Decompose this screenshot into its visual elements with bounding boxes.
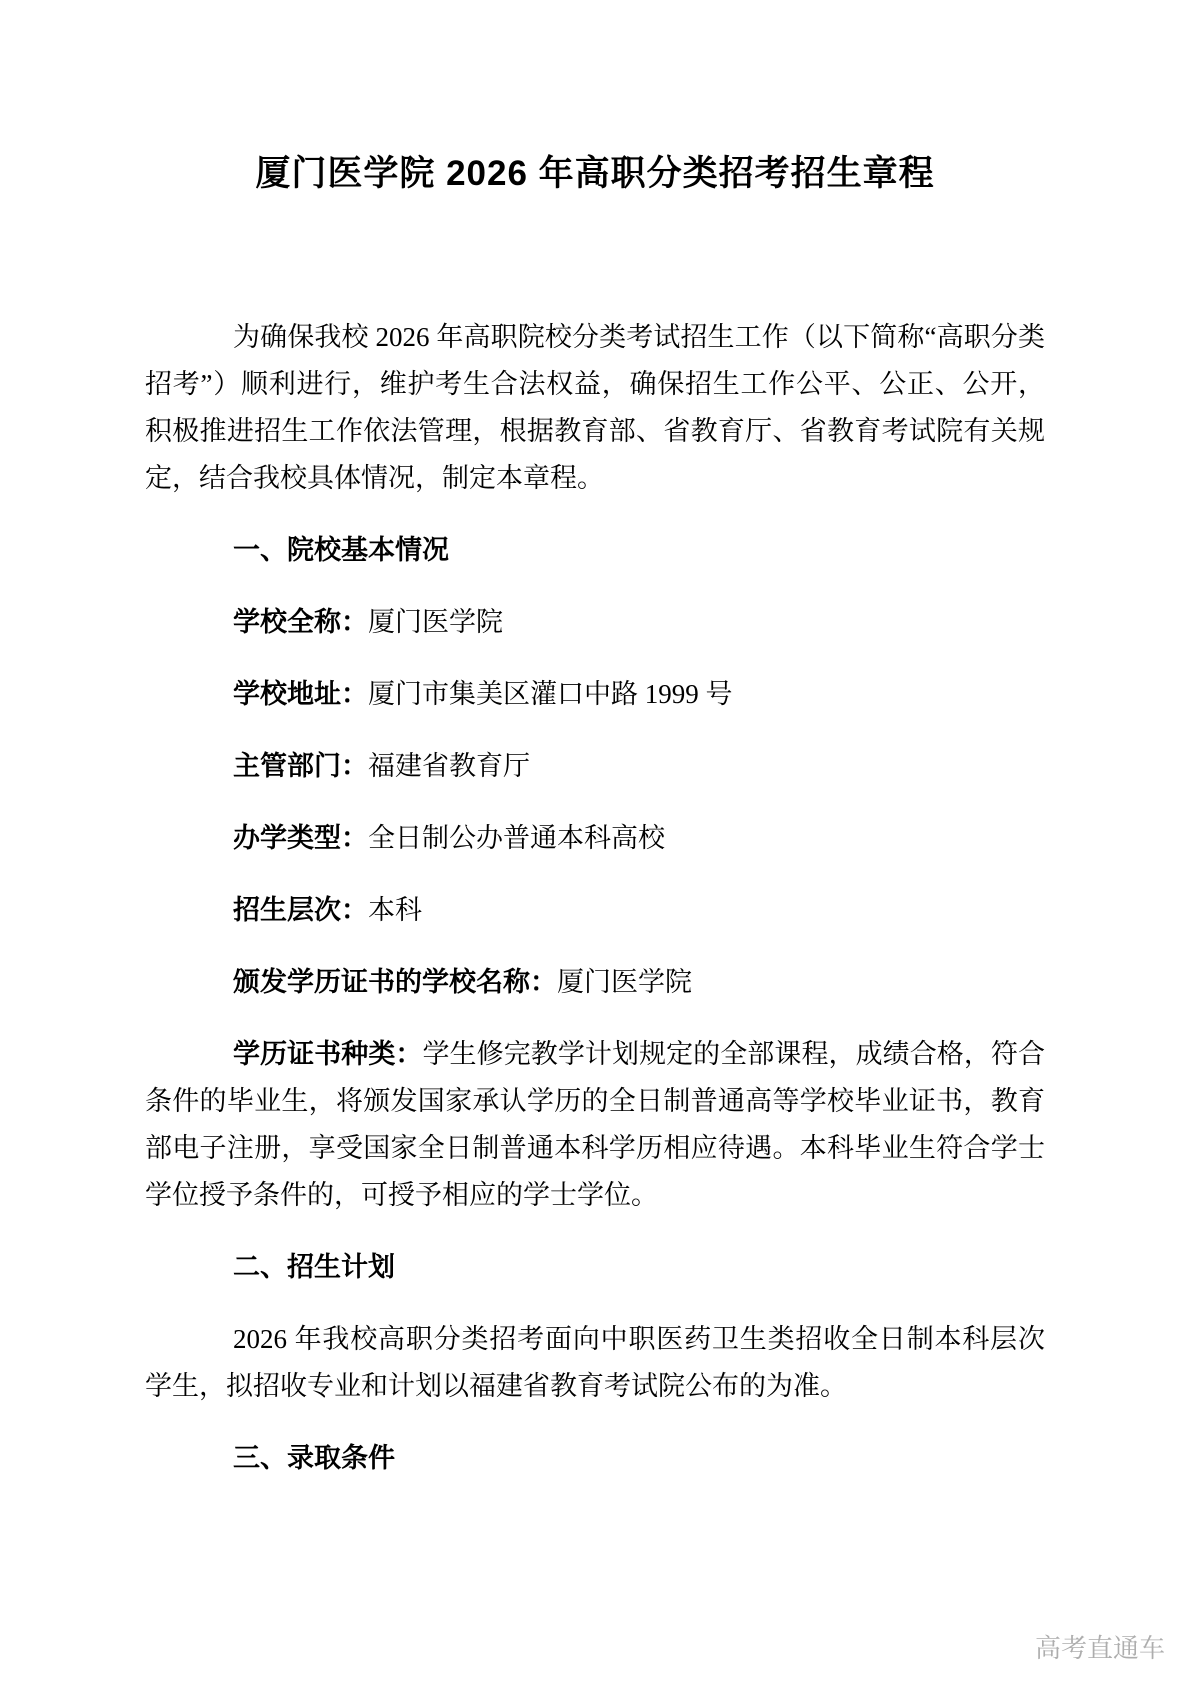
section-heading-admission-conditions: 三、录取条件 xyxy=(233,1443,395,1473)
info-value: 厦门医学院 xyxy=(557,967,692,997)
info-item-school-type xyxy=(145,815,1045,862)
info-item-school-name xyxy=(145,599,1045,646)
info-label: 主管部门： xyxy=(233,751,368,781)
info-item-school-address xyxy=(145,671,1045,718)
info-label: 学校地址： xyxy=(233,679,368,709)
certificate-type-text: 学生修完教学计划规定的全部课程，成绩合格，符合条件的毕业生，将颁发国家承认学历的全日制普通高等学校毕业证书，教育部电子注册，享受国家全日制普通本科学历相应待遇。本科毕业生符合学士学位授予条件的，可授予相应的学士学位。 xyxy=(145,1039,1046,1210)
info-label: 颁发学历证书的学校名称： xyxy=(233,967,557,997)
info-label: 招生层次： xyxy=(233,895,368,925)
info-item-diploma-school-name xyxy=(145,959,1045,1006)
certificate-type-paragraph xyxy=(145,1031,1045,1219)
info-value: 福建省教育厅 xyxy=(368,751,530,781)
info-item-supervising-department xyxy=(145,743,1045,790)
info-label: 学校全称： xyxy=(233,607,368,637)
watermark-gaokao-zhitongche: 高考直通车 xyxy=(1034,1633,1165,1663)
section-heading-enrollment-plan: 二、招生计划 xyxy=(233,1252,395,1282)
info-label: 办学类型： xyxy=(233,823,368,853)
info-value: 厦门市集美区灌口中路 1999 号 xyxy=(368,679,733,709)
info-value: 本科 xyxy=(368,895,422,925)
certificate-type-label: 学历证书种类： xyxy=(233,1039,423,1069)
info-value: 全日制公办普通本科高校 xyxy=(368,823,665,853)
info-value: 厦门医学院 xyxy=(368,607,503,637)
page-title: 厦门医学院 2026 年高职分类招考招生章程 xyxy=(255,154,935,193)
section-heading-basic-info: 一、院校基本情况 xyxy=(233,535,449,565)
intro-paragraph: 为确保我校 2026 年高职院校分类考试招生工作（以下简称“高职分类招考”）顺利进行，维护考生合法权益，确保招生工作公平、公正、公开，积极推进招生工作依法管理，根据教育部、省教育厅、省教育考试院有关规定，结合我校具体情况，制定本章程。 xyxy=(145,322,1045,493)
info-item-enrollment-level xyxy=(145,887,1045,934)
enrollment-plan-paragraph: 2026 年我校高职分类招考面向中职医药卫生类招收全日制本科层次学生，拟招收专业和计划以福建省教育考试院公布的为准。 xyxy=(145,1324,1045,1401)
